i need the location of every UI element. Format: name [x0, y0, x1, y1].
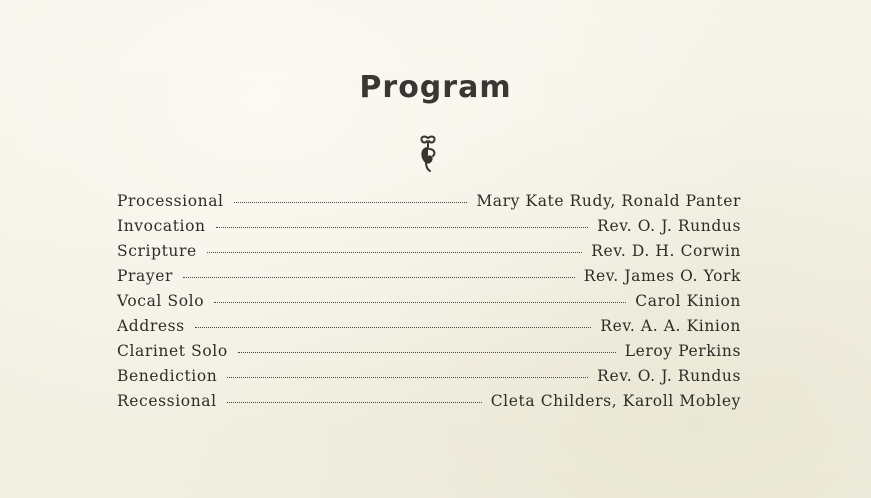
program-part: Processional	[117, 192, 224, 210]
program-row	[117, 217, 741, 242]
program-participant: Rev. O. J. Rundus	[597, 217, 741, 235]
program-part: Vocal Solo	[117, 292, 205, 310]
dot-leader	[227, 402, 482, 403]
program-row	[117, 267, 741, 292]
program-participant: Rev. James O. York	[583, 267, 741, 285]
dot-leader	[227, 377, 588, 378]
program-participant: Cleta Childers, Karoll Mobley	[490, 392, 741, 410]
dot-leader	[214, 302, 626, 303]
dot-leader	[234, 202, 468, 203]
program-row	[117, 367, 741, 392]
program-row	[117, 392, 741, 417]
program-list	[117, 192, 741, 417]
dot-leader	[216, 227, 589, 228]
program-participant: Leroy Perkins	[624, 342, 741, 360]
program-participant: Carol Kinion	[635, 292, 741, 310]
program-row	[117, 342, 741, 367]
program-row	[117, 317, 741, 342]
program-participant: Rev. D. H. Corwin	[591, 242, 741, 260]
program-row	[117, 192, 741, 217]
program-part: Clarinet Solo	[117, 342, 228, 360]
program-part: Benediction	[117, 367, 218, 385]
program-part: Prayer	[117, 267, 174, 285]
program-part: Address	[117, 317, 185, 335]
program-part: Recessional	[117, 392, 217, 410]
program-participant: Rev. A. A. Kinion	[600, 317, 741, 335]
program-row	[117, 292, 741, 317]
page-title: Program	[359, 70, 512, 105]
dot-leader	[195, 327, 592, 328]
program-participant: Mary Kate Rudy, Ronald Panter	[476, 192, 741, 210]
dot-leader	[207, 252, 582, 253]
dot-leader	[183, 277, 575, 278]
program-participant: Rev. O. J. Rundus	[597, 367, 741, 385]
program-part: Invocation	[117, 217, 206, 235]
dot-leader	[238, 352, 616, 353]
program-row	[117, 242, 741, 267]
program-part: Scripture	[117, 242, 197, 260]
floral-ornament-icon	[414, 134, 442, 174]
